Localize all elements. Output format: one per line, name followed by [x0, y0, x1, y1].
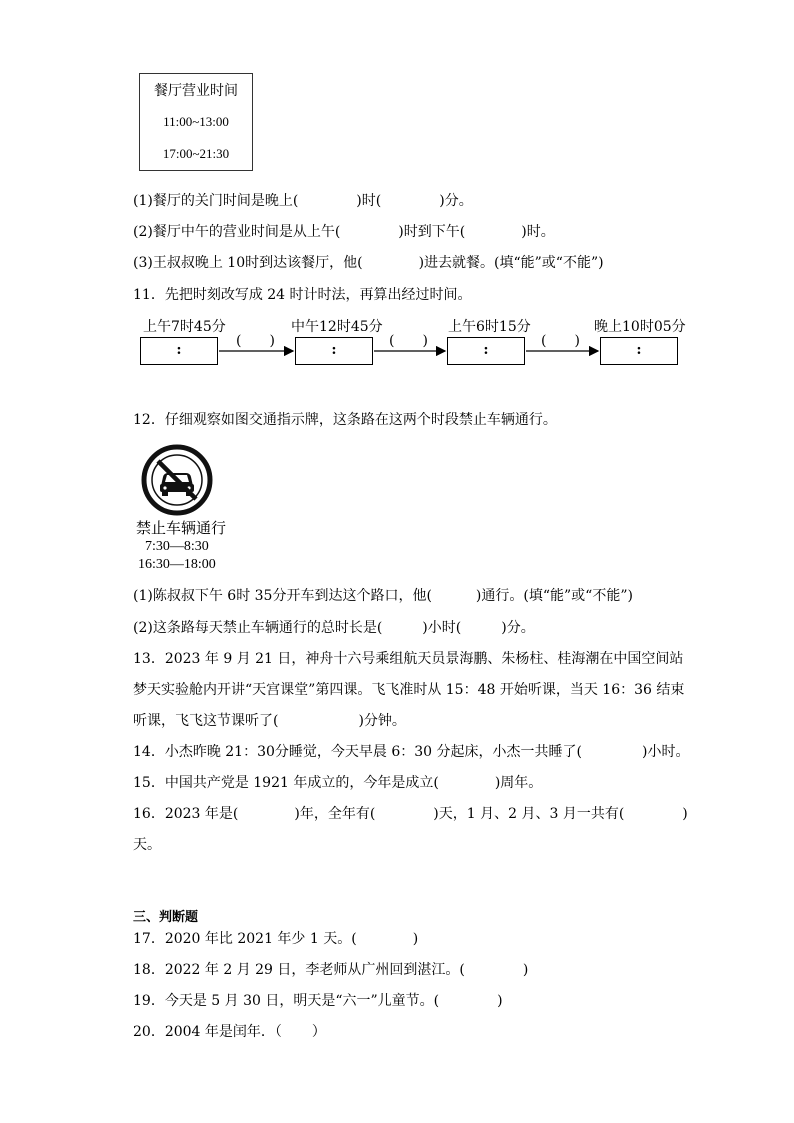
timeline-label-2: 中午12时45分	[291, 319, 383, 335]
sign-time-2: 16:30—18:00	[138, 557, 216, 572]
sign-time-1: 7:30—8:30	[145, 539, 209, 554]
q15: 15．中国共产党是 1921 年成立的，今年是成立( )周年。	[133, 775, 543, 791]
q10-part2: (2)餐厅中午的营业时间是从上午( )时到下午( )时。	[133, 224, 555, 240]
q16-line2: 天。	[133, 837, 161, 853]
timeline-label-1: 上午7时45分	[143, 319, 226, 335]
q10-part3: (3)王叔叔晚上 10时到达该餐厅，他( )进去就餐。(填“能”或“不能”)	[133, 255, 604, 271]
q13-line3: 听课，飞飞这节课听了( )分钟。	[133, 713, 406, 729]
q11-text: 11．先把时刻改写成 24 时计时法，再算出经过时间。	[133, 287, 472, 303]
no-vehicles-sign-icon	[141, 444, 213, 516]
q18: 18．2022 年 2 月 29 日，李老师从广州回到湛江。( )	[133, 962, 529, 978]
q13-line1: 13．2023 年 9 月 21 日，神舟十六号乘组航天员景海鹏、朱杨柱、桂海潮在中国空间站	[133, 651, 684, 667]
restaurant-hours-evening: 17:00~21:30	[162, 146, 230, 161]
timeline-label-3: 上午6时15分	[448, 319, 531, 335]
elapsed-blank-3[interactable]: ( )	[541, 333, 580, 349]
elapsed-blank-1[interactable]: ( )	[236, 333, 275, 349]
q16-line1: 16．2023 年是( )年，全年有( )天，1 月、2 月、3 月一共有( )	[133, 806, 688, 822]
q10-part1: (1)餐厅的关门时间是晚上( )时( )分。	[133, 193, 473, 209]
timeline-box-3[interactable]: :	[447, 337, 525, 365]
q12-part2: (2)这条路每天禁止车辆通行的总时长是( )小时( )分。	[133, 620, 535, 636]
q12-part1: (1)陈叔叔下午 6时 35分开车到达这个路口，他( )通行。(填“能”或“不能”)	[133, 588, 633, 604]
elapsed-blank-2[interactable]: ( )	[389, 333, 428, 349]
section-title: 三、判断题	[133, 910, 199, 925]
q19: 19．今天是 5 月 30 日，明天是“六一”儿童节。( )	[133, 993, 503, 1009]
q20: 20．2004 年是闰年．（ ）	[133, 1024, 326, 1040]
q12-text: 12．仔细观察如图交通指示牌，这条路在这两个时段禁止车辆通行。	[133, 412, 557, 428]
q17: 17．2020 年比 2021 年少 1 天。( )	[133, 931, 419, 947]
restaurant-hours-morning: 11:00~13:00	[163, 114, 229, 129]
timeline-box-2[interactable]: :	[295, 337, 373, 365]
sign-label: 禁止车辆通行	[136, 519, 227, 537]
restaurant-hours-title: 餐厅营业时间	[154, 83, 238, 99]
q14: 14．小杰昨晚 21：30分睡觉，今天早晨 6：30 分起床，小杰一共睡了( )小时。	[133, 744, 690, 760]
timeline-label-4: 晚上10时05分	[594, 319, 686, 335]
q13-line2: 梦天实验舱内开讲“天宫课堂”第四课。飞飞准时从 15：48 开始听课，当天 16：36 结束	[133, 682, 685, 698]
timeline-box-4[interactable]: :	[600, 337, 678, 365]
timeline-box-1[interactable]: :	[140, 337, 218, 365]
